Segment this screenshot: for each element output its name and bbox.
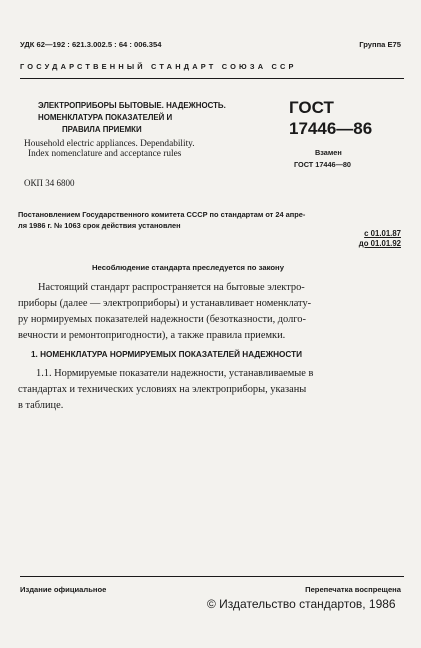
okp-code: ОКП 34 6800 [24, 178, 75, 188]
intro-paragraph-line: приборы (далее — электроприборы) и устанавливает номенклату- [18, 298, 312, 309]
title-ru-line: НОМЕНКЛАТУРА ПОКАЗАТЕЛЕЙ И [38, 113, 173, 122]
state-standard-banner: ГОСУДАРСТВЕННЫЙ СТАНДАРТ СОЮЗА ССР [20, 62, 297, 71]
title-en-line: Household electric appliances. Dependability. [24, 139, 195, 149]
top-rule [20, 78, 404, 79]
official-edition-note: Издание официальное [20, 585, 107, 594]
gost-label: ГОСТ [289, 98, 334, 117]
group-code: Группа Е75 [359, 40, 401, 49]
replaced-standard: ГОСТ 17446—80 [294, 160, 351, 169]
intro-paragraph-line: ру нормируемых показателей надежности (безотказности, долго- [18, 314, 306, 325]
intro-paragraph-line: вечности и ремонтопригодности), а также правила приемки. [18, 330, 286, 341]
bottom-rule [20, 576, 404, 577]
replaces-label: Взамен [315, 148, 342, 157]
decree-line: ля 1986 г. № 1063 срок действия установлен [18, 221, 181, 230]
section-1-paragraph-line: 1.1. Нормируемые показатели надежности, устанавливаемые в [36, 368, 314, 379]
gost-number: 17446—86 [289, 119, 373, 138]
effective-until-date: до 01.01.92 [358, 239, 401, 248]
reprint-prohibited-note: Перепечатка воспрещена [305, 585, 401, 594]
section-1-paragraph-line: в таблице. [18, 400, 64, 411]
udk-code: УДК 62—192 : 621.3.002.5 : 64 : 006.354 [20, 40, 162, 49]
section-1-heading: 1. НОМЕНКЛАТУРА НОРМИРУЕМЫХ ПОКАЗАТЕЛЕЙ НАДЕЖНОСТИ [31, 350, 302, 359]
title-ru-line: ПРАВИЛА ПРИЕМКИ [62, 125, 142, 134]
law-notice: Несоблюдение стандарта преследуется по закону [92, 263, 284, 272]
title-en-line: Index nomenclature and acceptance rules [28, 149, 182, 159]
decree-line: Постановлением Государственного комитета СССР по стандартам от 24 апре- [18, 210, 306, 219]
copyright-notice: © Издательство стандартов, 1986 [207, 597, 396, 611]
title-ru-line: ЭЛЕКТРОПРИБОРЫ БЫТОВЫЕ. НАДЕЖНОСТЬ. [38, 101, 226, 110]
section-1-paragraph-line: стандартах и технических условиях на электроприборы, указаны [18, 384, 307, 395]
effective-from-date: с 01.01.87 [364, 229, 401, 238]
intro-paragraph-line: Настоящий стандарт распространяется на бытовые электро- [38, 282, 305, 293]
